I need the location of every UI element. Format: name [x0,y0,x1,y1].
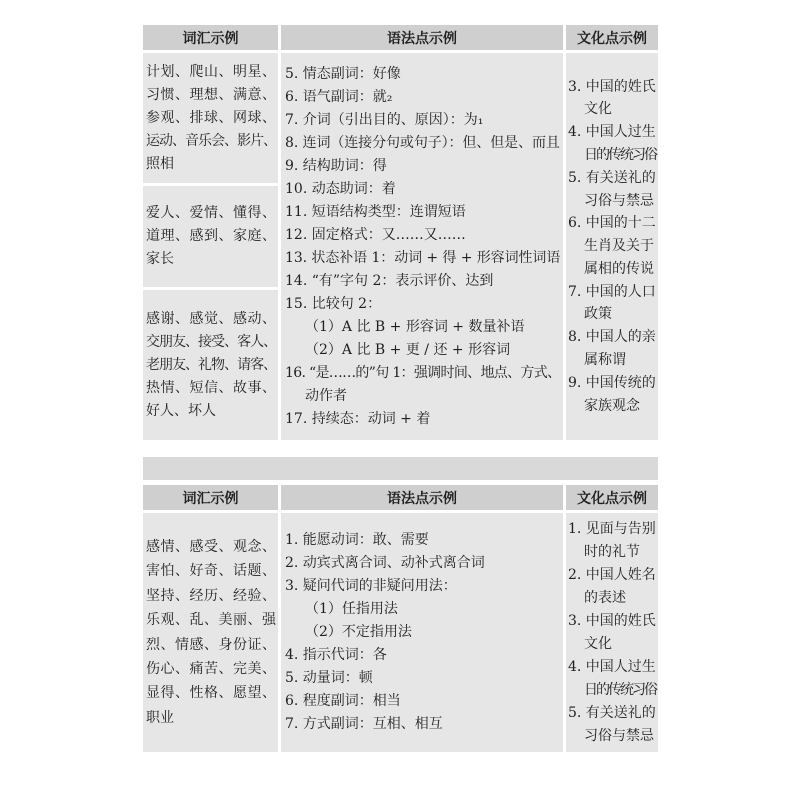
grammar-subline: 动作者 [305,387,347,404]
grammar-line: 4. 指示代词：各 [285,647,387,663]
vocab-line: 爱人、爱情、懂得、 [146,205,276,221]
culture-line: 4. 中国人过生 [568,658,656,675]
grammar-item [285,552,561,575]
grammar-line: 12. 固定格式：又……又…… [285,226,466,243]
vocab-line: 交朋友、接受、客人、 [146,333,276,350]
vocab-line: 感谢、感觉、感动、 [146,310,276,327]
vocab-header: 词汇示例 [143,25,278,50]
grammar-line: 6. 程度副词：相当 [285,693,401,709]
grammar-item [285,63,561,86]
culture-item [568,610,657,656]
vocab-line: 老朋友、礼物、请客、 [146,356,276,373]
culture-line: 文化 [584,101,612,118]
grammar-item [285,155,561,178]
culture-line: 家族观念 [584,397,640,414]
grammar-line: 17. 持续态：动词 + 着 [285,410,431,427]
grammar-subline: （1）A 比 B + 形容词 + 数量补语 [305,318,525,335]
vocab-line: 好人、坏人 [146,402,216,419]
grammar-cell [281,513,563,752]
vocab-line: 感情、感受、观念、 [146,538,276,555]
grammar-item [285,644,561,667]
grammar-line: 10. 动态助词：着 [285,180,396,197]
vocab-cell [143,186,278,287]
vocab-line: 习惯、理想、满意、 [146,86,276,103]
grammar-line: 5. 动量词：顿 [285,670,373,686]
grammar-item [285,690,561,713]
culture-line: 9. 中国传统的 [568,374,656,391]
grammar-item [285,362,561,408]
culture-item [568,167,657,213]
culture-line: 日的传统习俗 [584,681,656,698]
grammar-item [285,224,561,247]
grammar-header: 语法点示例 [281,485,563,510]
culture-line: 政策 [584,306,612,323]
culture-item [568,326,657,372]
grammar-line: 16. “是……的”句 1：强调时间、地点、方式、 [285,364,561,381]
vocab-line: 害怕、好奇、话题、 [146,563,276,580]
culture-line: 7. 中国的人口 [568,283,656,300]
grammar-item [285,529,561,552]
grammar-item [285,270,561,293]
culture-item [568,518,657,564]
grammar-item [285,293,561,362]
grammar-cell [281,53,563,440]
culture-line: 日的传统习俗 [584,146,656,163]
grammar-subline: （2）A 比 B + 更 / 还 + 形容词 [305,341,511,358]
culture-line: 习俗与禁忌 [584,192,654,209]
grammar-line: 15. 比较句 2： [285,295,382,312]
culture-line: 3. 中国的姓氏 [568,78,656,95]
vocab-line: 坚持、经历、经验、 [146,587,276,604]
vocab-cell [143,513,278,752]
culture-item [568,372,657,418]
culture-line: 3. 中国的姓氏 [568,612,656,629]
grammar-item [285,713,561,736]
vocab-line: 道理、感到、家庭、 [146,228,276,244]
culture-line: 的表述 [584,589,626,606]
culture-line: 习俗与禁忌 [584,727,654,744]
culture-item [568,702,657,748]
grammar-line: 3. 疑问代词的非疑问用法： [285,578,457,594]
culture-line: 6. 中国的十二 [568,215,656,232]
grammar-item [285,178,561,201]
vocab-line: 参观、排球、网球、 [146,109,276,126]
culture-line: 时的礼节 [584,543,640,560]
culture-line: 1. 见面与告别 [568,520,656,537]
vocab-line: 家长 [146,251,174,267]
culture-line: 生肖及关于 [584,238,654,255]
grammar-item [285,575,561,644]
grammar-line: 7. 方式副词：互相、相互 [285,716,443,732]
grammar-subline: （2）不定指用法 [305,624,412,640]
culture-item [568,281,657,327]
grammar-line: 9. 结构助词：得 [285,157,387,174]
culture-line: 5. 有关送礼的 [568,704,656,721]
culture-cell [566,513,658,752]
vocab-line: 伤心、痛苦、完美、 [146,660,276,677]
grammar-item [285,408,561,431]
culture-line: 属相的传说 [584,260,654,277]
culture-item [568,564,657,610]
culture-line: 8. 中国人的亲 [568,329,656,346]
culture-header: 文化点示例 [566,485,658,510]
grammar-line: 14. “有”字句 2：表示评价、达到 [285,272,494,289]
grammar-subline: （1）任指用法 [305,601,398,617]
vocab-cell [143,290,278,440]
vocab-line: 乐观、乱、美丽、强 [146,612,276,629]
grammar-line: 11. 短语结构类型：连谓短语 [285,203,466,220]
culture-line: 2. 中国人姓名 [568,566,656,583]
culture-line: 文化 [584,635,612,652]
grammar-header: 语法点示例 [281,25,563,50]
vocab-line: 运动、音乐会、影片、 [146,132,276,149]
culture-item [568,76,657,122]
grammar-item [285,667,561,690]
culture-item [568,212,657,280]
grammar-item [285,132,561,155]
grammar-item [285,247,561,270]
grammar-line: 8. 连词（连接分句或句子）：但、但是、而且 [285,134,560,151]
vocab-line: 烈、情感、身份证、 [146,636,276,653]
grammar-item [285,201,561,224]
grammar-item [285,86,561,109]
culture-line: 5. 有关送礼的 [568,169,656,186]
culture-line: 4. 中国人过生 [568,124,656,141]
vocab-line: 热情、短信、故事、 [146,379,276,396]
vocab-cell [143,53,278,183]
vocab-header: 词汇示例 [143,485,278,510]
culture-line: 属称谓 [584,352,626,369]
grammar-line: 2. 动宾式离合词、动补式离合词 [285,555,485,571]
culture-item [568,656,657,702]
grammar-item [285,109,561,132]
vocab-line: 职业 [146,709,174,726]
culture-header: 文化点示例 [566,25,658,50]
culture-cell [566,53,658,440]
spacer-band [143,457,658,480]
grammar-line: 7. 介词（引出目的、原因）：为₁ [285,111,484,128]
grammar-line: 5. 情态副词：好像 [285,65,401,82]
culture-item [568,121,657,167]
vocab-line: 计划、爬山、明星、 [146,63,276,80]
grammar-line: 6. 语气副词：就₂ [285,88,393,105]
grammar-line: 13. 状态补语 1：动词 + 得 + 形容词性词语 [285,249,561,266]
vocab-line: 照相 [146,155,174,172]
grammar-line: 1. 能愿动词：敢、需要 [285,532,429,548]
vocab-line: 显得、性格、愿望、 [146,685,276,702]
